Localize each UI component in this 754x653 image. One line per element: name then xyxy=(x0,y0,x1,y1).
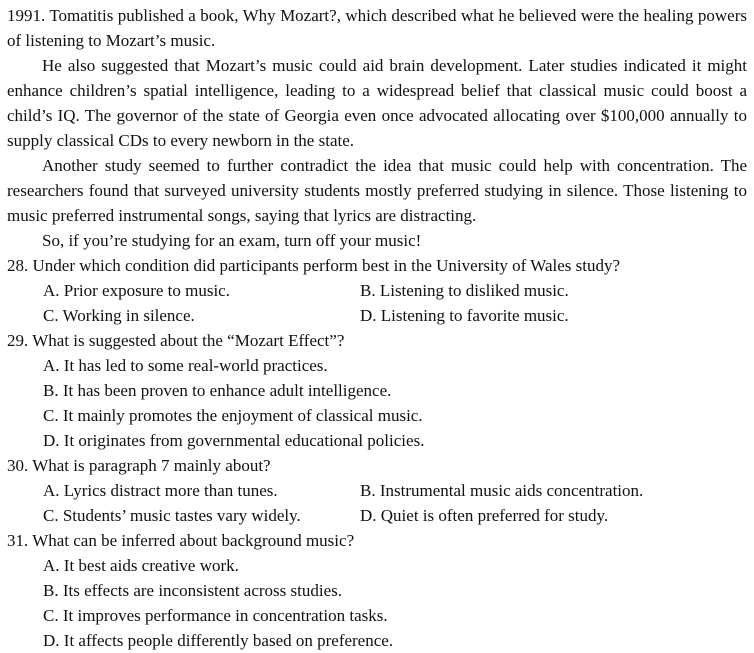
question-stem: 29. What is suggested about the “Mozart Effect”? xyxy=(7,331,345,350)
option-row xyxy=(7,278,747,303)
option-a: A. Lyrics distract more than tunes. xyxy=(43,481,278,500)
question-30 xyxy=(7,453,747,528)
option-d: D. Quiet is often preferred for study. xyxy=(360,506,609,525)
option-b: B. Listening to disliked music. xyxy=(360,281,569,300)
option-c: C. It improves performance in concentration tasks. xyxy=(43,606,388,625)
option-a: A. It best aids creative work. xyxy=(43,556,239,575)
option-c: C. Working in silence. xyxy=(43,306,195,325)
option-d: D. It affects people differently based on preference. xyxy=(43,631,394,650)
option-d: D. It originates from governmental educational policies. xyxy=(43,431,425,450)
option-a: A. It has led to some real-world practices. xyxy=(43,356,328,375)
question-31 xyxy=(7,528,747,653)
option-row xyxy=(7,303,747,328)
option-b: B. It has been proven to enhance adult intelligence. xyxy=(43,381,392,400)
option-b: B. Its effects are inconsistent across studies. xyxy=(43,581,343,600)
option-row xyxy=(7,478,747,503)
question-29 xyxy=(7,328,747,453)
question-stem: 31. What can be inferred about background music? xyxy=(7,531,355,550)
option-b: B. Instrumental music aids concentration. xyxy=(360,481,644,500)
question-28 xyxy=(7,253,747,328)
passage-paragraph-2: He also suggested that Mozart’s music could aid brain development. Later studies indicated it might enhance children’s spatial intelligence, leading to a widespread belief that classical music could boost a child’s IQ. The governor of the state of Georgia even once advocated allocating over $100,000 annually to supply classical CDs to every newborn in the state. xyxy=(7,56,747,150)
option-d: D. Listening to favorite music. xyxy=(360,306,569,325)
passage-paragraph-3: Another study seemed to further contradict the idea that music could help with concentration. The researchers found that surveyed university students mostly preferred studying in silence. Those listening to music preferred instrumental songs, saying that lyrics are distracting. xyxy=(7,156,747,225)
passage-paragraph-1: 1991. Tomatitis published a book, Why Mozart?, which described what he believed were the healing powers of listening to Mozart’s music. xyxy=(7,6,747,50)
option-row xyxy=(7,503,747,528)
question-stem: 30. What is paragraph 7 mainly about? xyxy=(7,456,271,475)
option-c: C. It mainly promotes the enjoyment of classical music. xyxy=(43,406,423,425)
passage-paragraph-4: So, if you’re studying for an exam, turn off your music! xyxy=(42,231,422,250)
option-a: A. Prior exposure to music. xyxy=(43,281,230,300)
option-c: C. Students’ music tastes vary widely. xyxy=(43,506,301,525)
question-stem: 28. Under which condition did participants perform best in the University of Wales study? xyxy=(7,256,621,275)
